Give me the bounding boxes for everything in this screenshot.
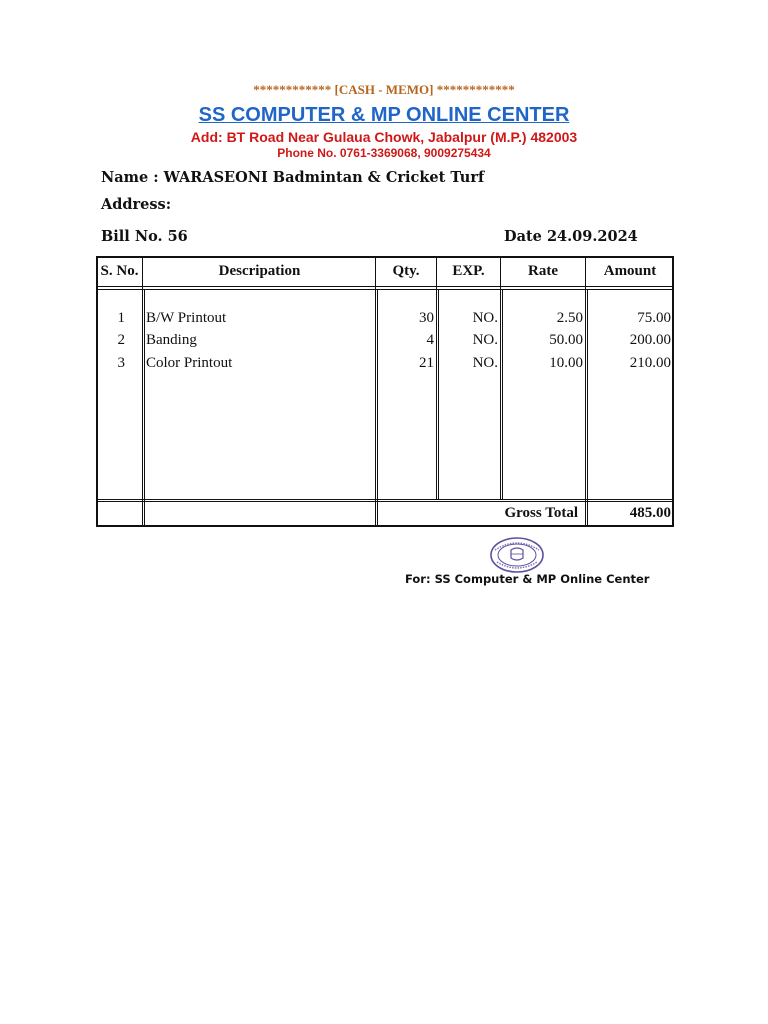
header-amount: Amount (603, 263, 657, 279)
row-3-exp: NO. (472, 355, 498, 371)
row-1-exp: NO. (472, 310, 498, 326)
gross-total-value: 485.00 (629, 505, 671, 521)
shop-name: SS COMPUTER & MP ONLINE CENTER (198, 104, 570, 126)
col-line-sno-2 (144, 289, 145, 527)
table-border-right (672, 256, 674, 527)
customer-address: Address: (101, 196, 172, 213)
table-border-left (96, 256, 98, 527)
items-table (96, 256, 674, 527)
shop-seal-stamp-icon (489, 536, 545, 574)
row-3-sno: 3 (117, 355, 125, 371)
header-description: Descripation (218, 263, 301, 279)
col-line-exp (500, 256, 501, 500)
col-line-rate (585, 256, 586, 527)
row-3-rate: 10.00 (549, 355, 583, 371)
row-1-qty: 30 (419, 310, 434, 326)
row-3-amount: 210.00 (629, 355, 671, 371)
row-2-exp: NO. (472, 332, 498, 348)
row-1-amount: 75.00 (637, 310, 671, 326)
row-3-qty: 21 (419, 355, 434, 371)
shop-address: Add: BT Road Near Gulaua Chowk, Jabalpur (M.P.) 482003 (190, 129, 578, 145)
header-exp: EXP. (452, 263, 485, 279)
shop-phone: Phone No. 0761-3369068, 9009275434 (277, 146, 491, 160)
bill-number: Bill No. 56 (101, 228, 188, 245)
row-2-sno: 2 (117, 332, 125, 348)
row-1-sno: 1 (117, 310, 125, 326)
row-3-description: Color Printout (146, 355, 233, 371)
col-line-qty (436, 256, 437, 500)
header-qty: Qty. (392, 263, 420, 279)
row-2-description: Banding (146, 332, 197, 348)
col-line-desc (375, 256, 376, 527)
row-2-amount: 200.00 (629, 332, 671, 348)
table-border-top (96, 256, 674, 258)
customer-name: Name : WARASEONI Badmintan & Cricket Turf (101, 169, 485, 186)
header-rate: Rate (528, 263, 558, 279)
row-1-rate: 2.50 (556, 310, 583, 326)
header-divider-1 (96, 286, 674, 287)
header-sno: S. No. (100, 263, 139, 279)
col-line-sno (142, 256, 143, 527)
bill-date: Date 24.09.2024 (504, 228, 638, 245)
signature-for-line: For: SS Computer & MP Online Center (405, 572, 650, 586)
row-2-qty: 4 (426, 332, 434, 348)
row-1-description: B/W Printout (146, 310, 227, 326)
row-2-rate: 50.00 (549, 332, 583, 348)
gross-total-label: Gross Total (504, 505, 578, 521)
cash-memo-line: ************ [CASH - MEMO] ************ (253, 82, 515, 97)
